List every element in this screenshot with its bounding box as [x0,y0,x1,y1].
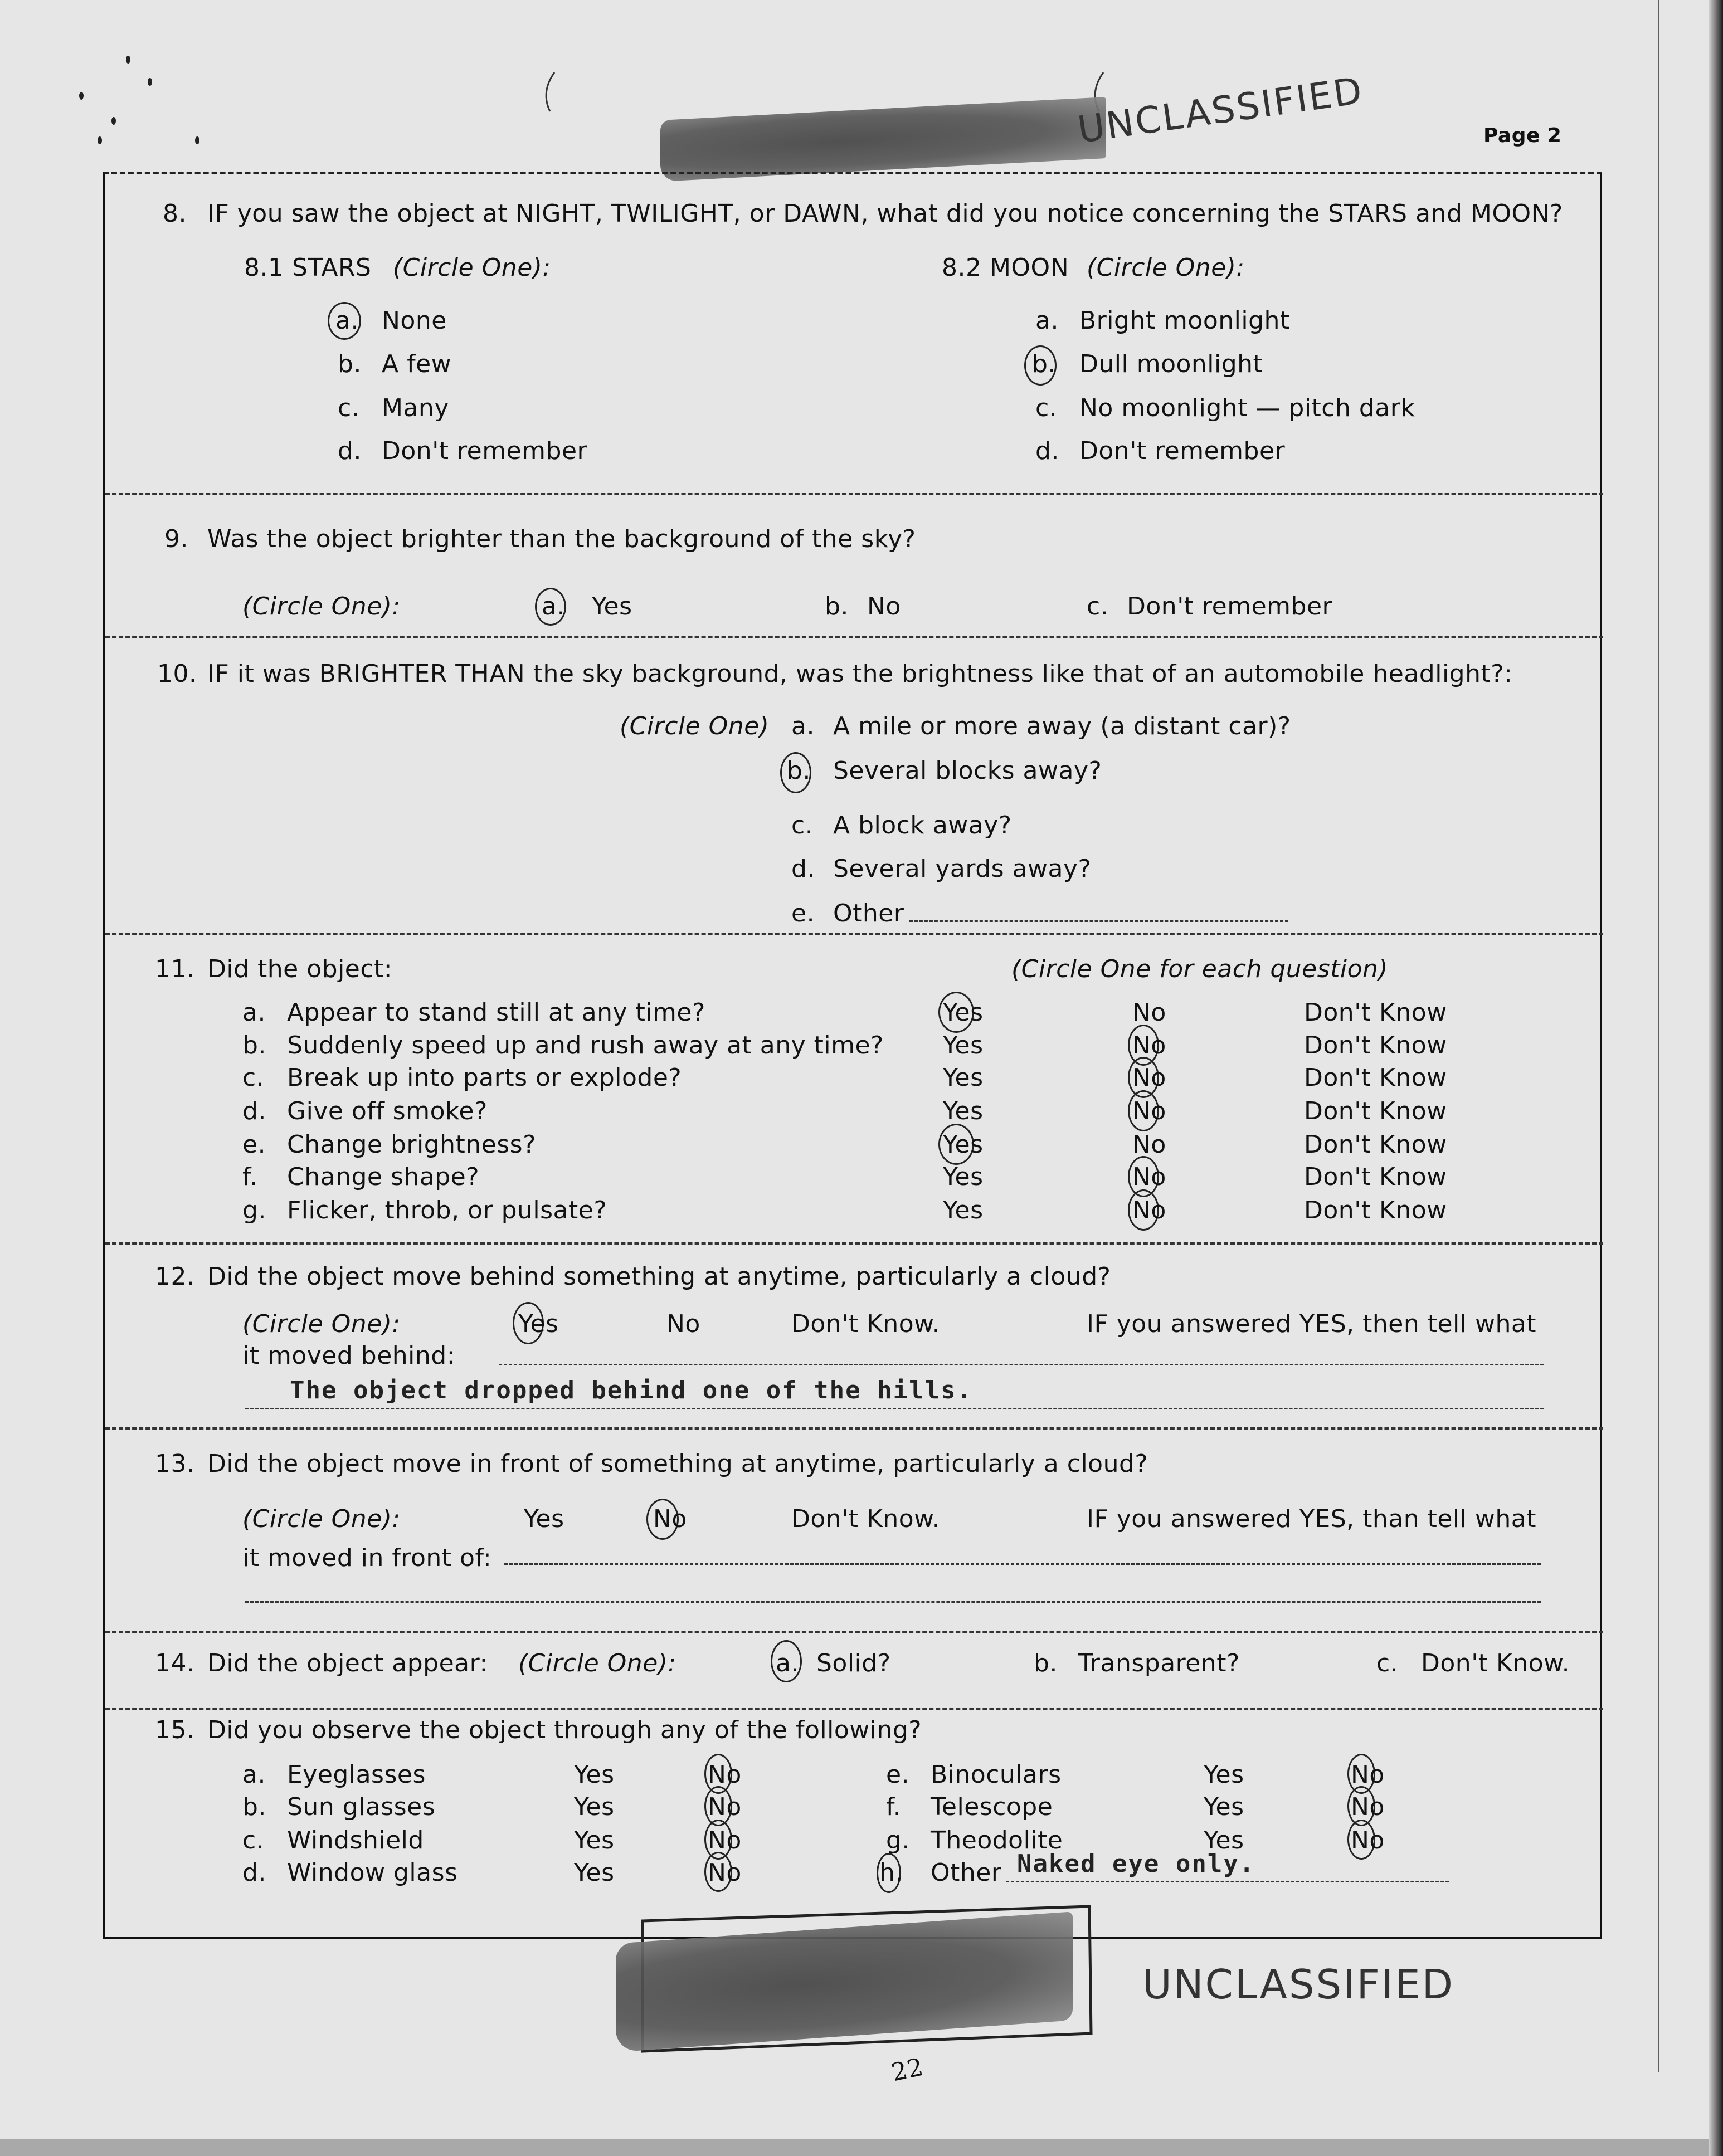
answer-line [499,1364,1544,1365]
choice-yes[interactable]: Yes [574,1793,615,1821]
choice-no[interactable]: No [708,1793,742,1821]
item-letter: b. [242,1793,266,1821]
scan-bracket-mark [538,70,560,114]
option-letter: c. [1035,394,1058,422]
item-letter: f. [886,1793,902,1821]
typed-answer[interactable]: The object dropped behind one of the hills. [290,1376,973,1404]
circle-instruction: (Circle One for each question) [1011,955,1389,983]
question-text: Did the object appear: [207,1649,488,1677]
circle-instruction: (Circle One): [242,592,401,621]
option-text: Transparent? [1078,1649,1240,1677]
stars-instruction: (Circle One): [393,253,551,282]
item-text: Theodolite [931,1826,1063,1855]
choice-no[interactable]: No [708,1760,742,1789]
option-letter: b. [1032,350,1056,378]
choice-yes[interactable]: Yes [943,1031,984,1060]
scan-bottom-band [0,2139,1723,2156]
scan-speck [111,117,116,125]
choice-don-t-know[interactable]: Don't Know [1304,998,1447,1027]
option-text: Yes [592,592,632,621]
choice-don-t-know[interactable]: Don't Know [1304,1130,1447,1159]
option-text: Other [833,899,904,928]
option-letter: b. [338,350,362,378]
choice-no[interactable]: No [1132,1031,1166,1060]
option-text: Don't remember [1079,437,1286,465]
section-divider [105,636,1603,638]
item-text: Break up into parts or explode? [287,1064,682,1092]
question-number: 10. [157,660,197,688]
unclassified-stamp-top: UNCLASSIFIED [1075,69,1366,152]
choice-no[interactable]: No [1351,1826,1385,1855]
choice-no[interactable]: No [708,1826,742,1855]
option-text: Solid? [816,1649,891,1677]
choice-no[interactable]: No [1132,1196,1166,1225]
scan-speck [126,56,130,64]
item-text: Change brightness? [287,1130,536,1159]
question-text: IF it was BRIGHTER THAN the sky background, was the brightness like that of an automobile headlight?: [207,660,1513,688]
item-text: Windshield [287,1826,424,1855]
section-divider [105,1427,1603,1430]
option-text: Several blocks away? [833,757,1102,785]
followup-text-2: it moved behind: [242,1342,456,1370]
scan-speck [79,92,84,100]
item-letter: e. [242,1130,266,1159]
item-letter: d. [242,1859,266,1887]
option-letter: a. [791,712,815,740]
choice-yes[interactable]: Yes [943,1163,984,1191]
circle-instruction: (Circle One): [242,1310,401,1338]
option-letter: c. [1087,592,1109,621]
answer-line [245,1408,1544,1409]
choice-no[interactable]: No [653,1505,687,1533]
item-letter: a. [242,998,266,1027]
option-text: None [382,306,447,335]
item-text: Eyeglasses [287,1760,426,1789]
choice-no[interactable]: No [1351,1760,1385,1789]
section-divider [105,1708,1603,1710]
question-number: 12. [155,1262,195,1291]
followup-text: IF you answered YES, then tell what [1087,1310,1537,1338]
item-letter: g. [886,1826,910,1855]
choice-yes[interactable]: Yes [943,1196,984,1225]
option-text: Dull moonlight [1079,350,1263,378]
choice-yes[interactable]: Yes [524,1505,564,1533]
margin-line [1658,0,1659,2072]
answer-line[interactable] [245,1601,1541,1603]
question-text: Did the object: [207,955,393,983]
choice-no[interactable]: No [1132,998,1166,1027]
option-letter: a. [1035,306,1059,335]
option-letter: d. [1035,437,1059,465]
option-letter: c. [338,394,360,422]
option-text: A mile or more away (a distant car)? [833,712,1291,740]
item-text: Window glass [287,1859,458,1887]
option-letter: e. [791,899,815,928]
moon-instruction: (Circle One): [1087,253,1245,282]
option-letter: a. [776,1649,799,1677]
choice-no[interactable]: No [666,1310,700,1338]
item-text: Appear to stand still at any time? [287,998,705,1027]
handwritten-page-number: 22 [889,2052,926,2087]
followup-text-2: it moved in front of: [242,1544,492,1572]
typed-answer[interactable]: Naked eye only. [1017,1850,1255,1878]
question-text: Did the object move in front of something at anytime, particularly a cloud? [207,1450,1148,1478]
option-letter: d. [791,855,815,883]
choice-yes[interactable]: Yes [943,1130,984,1159]
section-divider [105,1242,1603,1245]
item-text: Flicker, throb, or pulsate? [287,1196,607,1225]
scan-right-edge [1709,0,1723,2156]
scan-speck [195,136,199,144]
option-text: No [867,592,901,621]
item-letter: d. [242,1097,266,1125]
option-text: No moonlight — pitch dark [1079,394,1415,422]
option-letter: b. [787,757,811,785]
choice-yes[interactable]: Yes [574,1760,615,1789]
circle-instruction: (Circle One) [620,712,770,740]
question-number: 11. [155,955,195,983]
choice-no[interactable]: No [1132,1130,1166,1159]
choice-dont-know[interactable]: Don't Know. [791,1505,941,1533]
section-divider [105,1631,1603,1633]
option-text: Don't remember [1127,592,1333,621]
option-text: Don't remember [382,437,588,465]
option-text: A few [382,350,452,378]
answer-line[interactable] [504,1563,1541,1565]
scan-speck [148,78,152,86]
choice-no[interactable]: No [1132,1064,1166,1092]
question-number: 14. [155,1649,195,1677]
choice-yes[interactable]: Yes [943,1064,984,1092]
choice-no[interactable]: No [1132,1163,1166,1191]
item-text: Change shape? [287,1163,480,1191]
option-text: Don't Know. [1421,1649,1570,1677]
item-text: Suddenly speed up and rush away at any time? [287,1031,884,1060]
option-text: Bright moonlight [1079,306,1290,335]
question-text: Was the object brighter than the background of the sky? [207,525,916,553]
choice-yes[interactable]: Yes [1204,1826,1244,1855]
item-text: Binoculars [931,1760,1062,1789]
item-letter: g. [242,1196,266,1225]
choice-yes[interactable]: Yes [1204,1760,1244,1789]
choice-don-t-know[interactable]: Don't Know [1304,1031,1447,1060]
choice-yes[interactable]: Yes [943,1097,984,1125]
option-text: Many [382,394,449,422]
moon-label: 8.2 MOON [942,253,1069,282]
question-text: IF you saw the object at NIGHT, TWILIGHT, or DAWN, what did you notice concerning the STARS and MOON? [207,199,1563,228]
choice-don-t-know[interactable]: Don't Know [1304,1196,1447,1225]
choice-yes[interactable]: Yes [518,1310,559,1338]
option-text: Several yards away? [833,855,1092,883]
question-text: Did you observe the object through any of the following? [207,1716,922,1744]
option-text: A block away? [833,811,1012,840]
choice-don-t-know[interactable]: Don't Know [1304,1163,1447,1191]
choice-yes[interactable]: Yes [1204,1793,1244,1821]
choice-no[interactable]: No [708,1859,742,1887]
section-divider [105,493,1603,495]
other-blank-line[interactable] [909,920,1288,922]
question-number: 13. [155,1450,195,1478]
unclassified-stamp-bottom: UNCLASSIFIED [1142,1961,1455,2008]
item-letter: a. [242,1760,266,1789]
other-blank-line [1006,1881,1449,1882]
option-letter: a. [542,592,565,621]
choice-yes[interactable]: Yes [574,1826,615,1855]
option-letter: d. [338,437,362,465]
circle-instruction: (Circle One): [242,1505,401,1533]
followup-text: IF you answered YES, than tell what [1087,1505,1536,1533]
option-letter: c. [791,811,814,840]
option-letter: c. [1376,1649,1399,1677]
item-letter: f. [242,1163,258,1191]
item-letter: c. [242,1826,265,1855]
question-number: 8. [163,199,187,228]
option-letter: b. [1034,1649,1058,1677]
choice-no[interactable]: No [1351,1793,1385,1821]
option-letter: h. [879,1859,903,1887]
section-divider [105,933,1603,935]
scan-speck [98,136,102,144]
question-text: Did the object move behind something at anytime, particularly a cloud? [207,1262,1111,1291]
choice-don-t-know[interactable]: Don't Know [1304,1097,1447,1125]
choice-no[interactable]: No [1132,1097,1166,1125]
page-number: Page 2 [1483,124,1562,147]
item-text: Give off smoke? [287,1097,488,1125]
option-letter: b. [825,592,849,621]
question-number: 9. [164,525,188,553]
item-letter: b. [242,1031,266,1060]
choice-yes[interactable]: Yes [943,998,984,1027]
choice-yes[interactable]: Yes [574,1859,615,1887]
item-text: Telescope [931,1793,1053,1821]
choice-dont-know[interactable]: Don't Know. [791,1310,941,1338]
choice-don-t-know[interactable]: Don't Know [1304,1064,1447,1092]
item-text: Sun glasses [287,1793,436,1821]
stars-label: 8.1 STARS [244,253,372,282]
item-letter: c. [242,1064,265,1092]
option-text: Other [931,1859,1002,1887]
option-letter: a. [335,306,359,335]
question-number: 15. [155,1716,195,1744]
circle-instruction: (Circle One): [518,1649,676,1677]
item-letter: e. [886,1760,910,1789]
